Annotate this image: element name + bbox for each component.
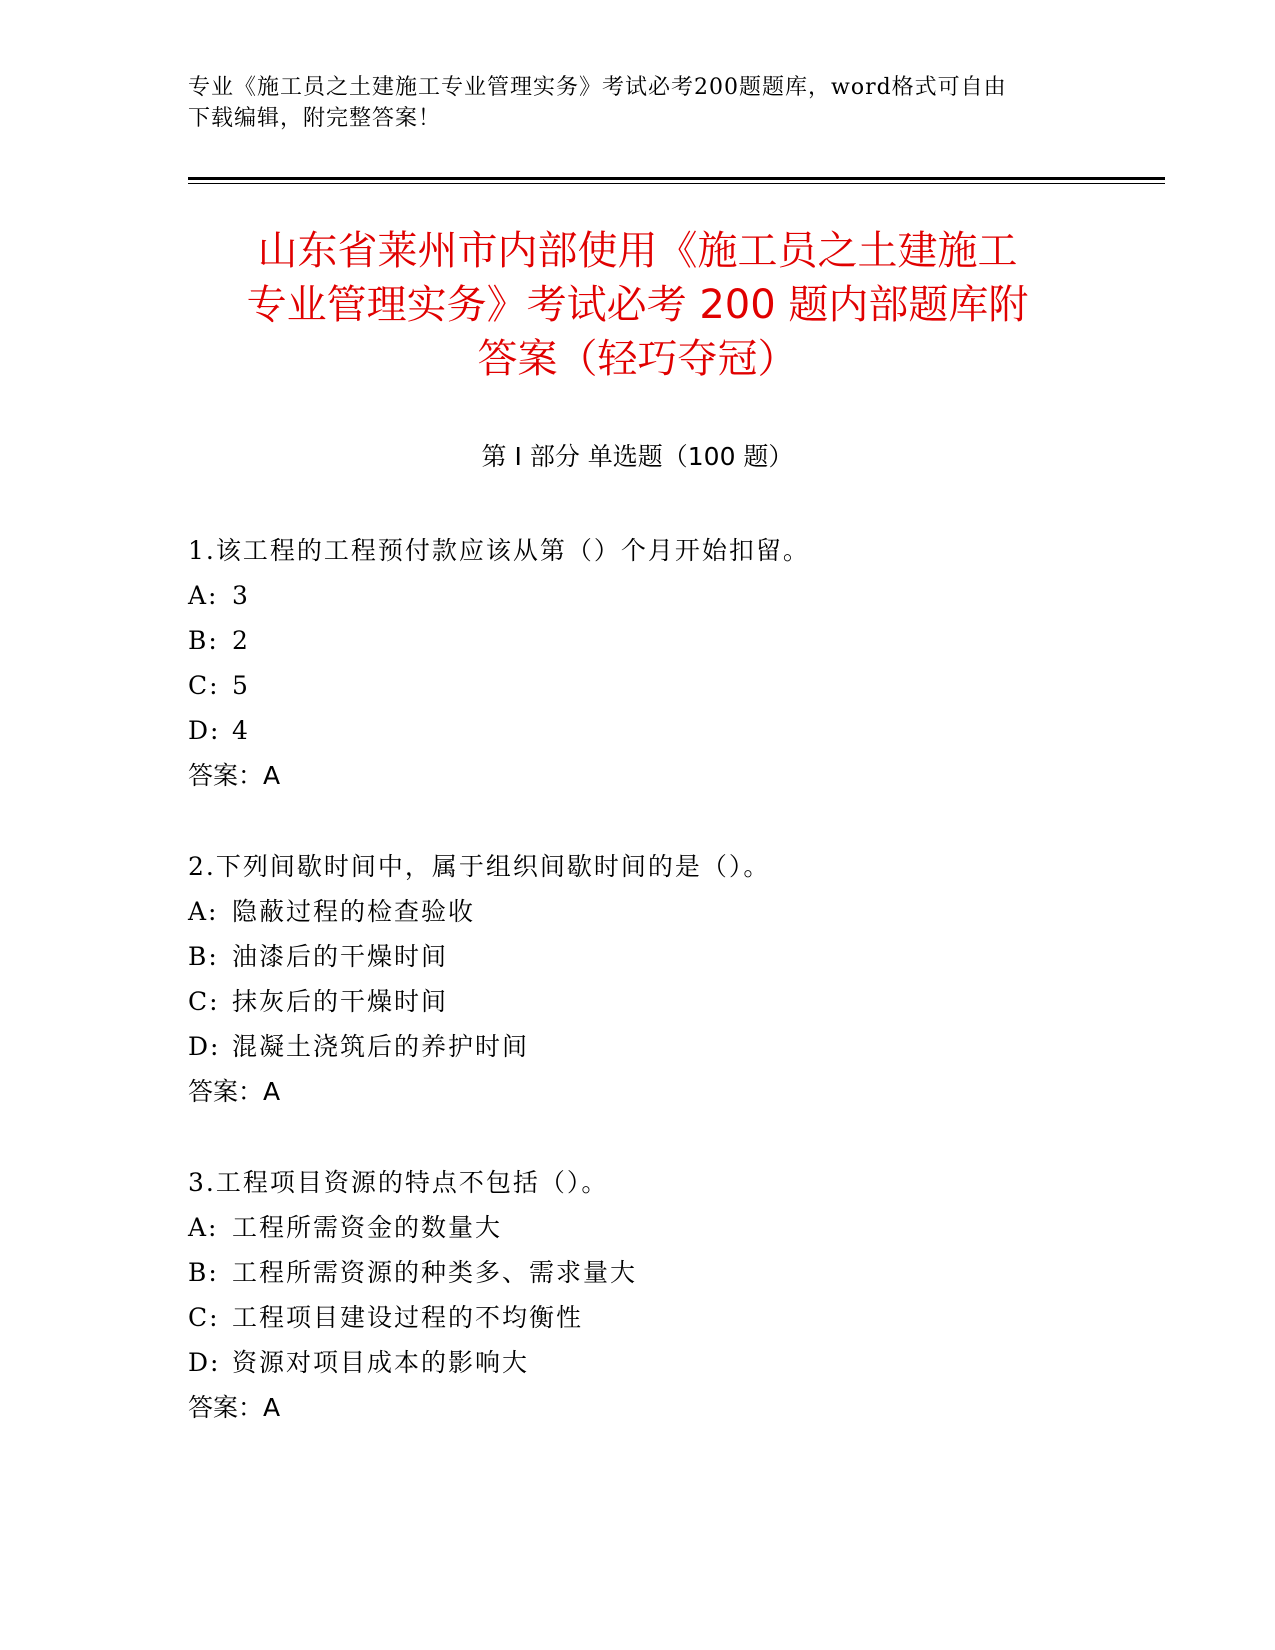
title-line-3: 答案（轻巧夺冠） [477, 336, 798, 382]
option-text: 4 [232, 716, 250, 745]
option-label: A: [188, 897, 219, 926]
question-text: 1.该工程的工程预付款应该从第（）个月开始扣留。 [188, 536, 810, 565]
header-rule-thick [188, 177, 1165, 180]
question-item [188, 528, 1168, 798]
option-b [188, 934, 1168, 979]
intro-line-2: 下载编辑，附完整答案！ [188, 106, 442, 131]
option-label: C: [188, 671, 220, 700]
option-c [188, 979, 1168, 1024]
question-item [188, 1160, 1168, 1430]
answer-prefix: 答案： [188, 761, 264, 790]
option-c [188, 1295, 1168, 1340]
option-text: 工程所需资源的种类多、需求量大 [232, 1258, 638, 1287]
option-label: D: [188, 1348, 221, 1377]
option-text: 抹灰后的干燥时间 [232, 987, 449, 1016]
option-text: 隐蔽过程的检查验收 [232, 897, 476, 926]
answer-value: A [263, 761, 281, 790]
option-c [188, 663, 1168, 708]
option-a [188, 1205, 1168, 1250]
option-text: 5 [232, 671, 250, 700]
option-text: 工程所需资金的数量大 [232, 1213, 503, 1242]
answer-prefix: 答案： [188, 1393, 264, 1422]
option-label: A: [188, 1213, 219, 1242]
option-a [188, 889, 1168, 934]
option-label: D: [188, 716, 221, 745]
option-text: 工程项目建设过程的不均衡性 [232, 1303, 584, 1332]
option-d [188, 1024, 1168, 1069]
option-label: A: [188, 581, 219, 610]
title-line-2: 专业管理实务》考试必考 200 题内部题库附 [246, 282, 1029, 328]
option-label: D: [188, 1032, 221, 1061]
option-label: B: [188, 626, 219, 655]
section-heading: 第 I 部分 单选题（100 题） [481, 442, 794, 471]
option-text: 3 [232, 581, 250, 610]
intro-line-1: 专业《施工员之土建施工专业管理实务》考试必考200题题库，word格式可自由 [188, 75, 1007, 100]
answer-value: A [263, 1077, 281, 1106]
question-item [188, 844, 1168, 1114]
answer-line [188, 753, 1168, 798]
option-text: 油漆后的干燥时间 [232, 942, 449, 971]
question-list [188, 528, 1168, 1476]
document-title [140, 224, 1135, 386]
option-label: B: [188, 1258, 219, 1287]
option-d [188, 708, 1168, 753]
option-d [188, 1340, 1168, 1385]
option-b [188, 1250, 1168, 1295]
header-rule-thin [188, 183, 1165, 184]
intro-text [188, 72, 1088, 134]
option-label: C: [188, 987, 220, 1016]
title-line-1: 山东省莱州市内部使用《施工员之土建施工 [257, 228, 1018, 274]
option-text: 混凝土浇筑后的养护时间 [232, 1032, 530, 1061]
option-label: B: [188, 942, 219, 971]
answer-value: A [263, 1393, 281, 1422]
option-b [188, 618, 1168, 663]
answer-line [188, 1069, 1168, 1114]
option-label: C: [188, 1303, 220, 1332]
answer-prefix: 答案： [188, 1077, 264, 1106]
option-text: 资源对项目成本的影响大 [232, 1348, 530, 1377]
option-a [188, 573, 1168, 618]
option-text: 2 [232, 626, 250, 655]
question-text: 2.下列间歇时间中，属于组织间歇时间的是（）。 [188, 852, 771, 881]
answer-line [188, 1385, 1168, 1430]
question-text: 3.工程项目资源的特点不包括（）。 [188, 1168, 609, 1197]
